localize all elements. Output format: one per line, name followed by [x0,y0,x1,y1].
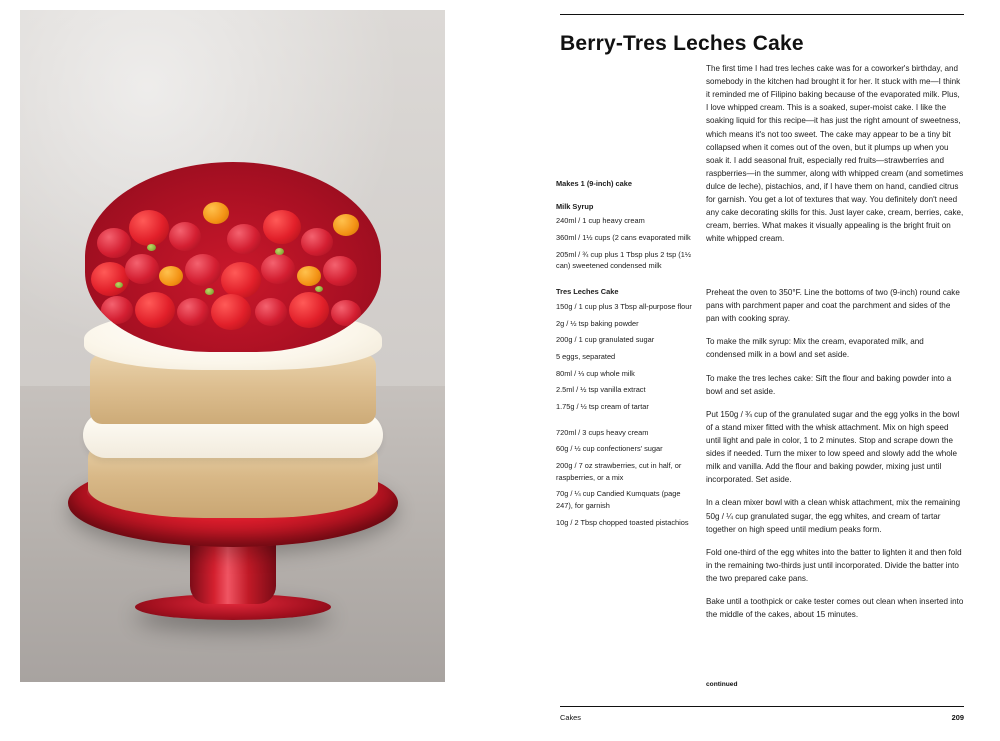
recipe-step: Bake until a toothpick or cake tester comes out clean when inserted into the middle of the cakes, about 15 minutes. [706,597,964,620]
ingredient-item: 2.5ml / ½ tsp vanilla extract [556,385,646,395]
recipe-step: To make the tres leches cake: Sift the flour and baking powder into a bowl and set aside. [706,373,952,396]
footer-section-label: Cakes [560,713,581,722]
recipe-yield: Makes 1 (9-inch) cake [556,179,632,188]
ingredient-item: 150g / 1 cup plus 3 Tbsp all-purpose flour [556,301,692,311]
ingredient-group-spacer [556,277,692,286]
ingredient-item: 200g / 1 cup granulated sugar [556,335,655,345]
ingredient-group-title: Milk Syrup [556,201,594,211]
ingredient-item: 360ml / 1½ cups (2 cans evaporated milk [556,233,691,243]
recipe-step: In a clean mixer bowl with a clean whisk attachment, mix the remaining 50g / ¼ cup granulated sugar, the egg whites, and cream of tartar together on high speed until medium peaks form. [706,498,961,534]
recipe-page [520,0,1000,741]
recipe-step: To make the milk syrup: Mix the cream, evaporated milk, and condensed milk in a bowl and set aside. [706,337,924,360]
page-title: Berry-Tres Leches Cake [560,32,804,56]
ingredient-group-title: Tres Leches Cake [556,287,619,297]
ingredient-group [556,286,692,413]
recipe-steps [706,286,964,631]
ingredient-item: 70g / ¼ cup Candied Kumquats (page 247), for garnish [556,489,681,511]
ingredient-item: 5 eggs, separated [556,351,616,361]
page-number: 209 [951,713,964,722]
ingredient-item: 720ml / 3 cups heavy cream [556,427,649,437]
recipe-headnote: The first time I had tres leches cake was for a coworker's birthday, and somebody in the kitchen had brought it for her. It stuck with me—I think it reminded me of Filipino baking because of the evaporated milk. Plus, I love whipped cream. This is a soaked, super-moist cake. I like the soaking liquid for this recipe—it has just the right amount of sweetness, which means it's not too sweet. The cake may appear to be a tiny bit collapsed when it comes out of the oven, but it plumps up when you soak it. I add seasonal fruit, especially red fruits—strawberries and raspberries—in the summer, along with whipped cream (and sometimes dulce de leche), pistachios, and, if I have them on hand, candied citrus for garnish. You get a lot of textures that way. You definitely don't need any cake decorating skills for this. Just layer cake, cream, berries, cake, cream, berries. What makes it visually appealing is the bright fruit on white whipped cream. [706,64,964,244]
ingredient-item: 80ml / ⅓ cup whole milk [556,368,635,378]
ingredient-item: 10g / 2 Tbsp chopped toasted pistachios [556,517,689,527]
ingredient-group [556,427,692,529]
ingredient-item: 205ml / ¾ cup plus 1 Tbsp plus 2 tsp (1½ can) sweetened condensed milk [556,249,692,271]
cake-photograph [20,10,445,682]
recipe-step: Fold one-third of the egg whites into the batter to lighten it and then fold in the remaining two-thirds just until incorporated. Divide the batter into the two prepared cake pans. [706,547,962,583]
ingredient-item: 2g / ½ tsp baking powder [556,318,639,328]
ingredient-item: 240ml / 1 cup heavy cream [556,216,645,226]
recipe-step: Preheat the oven to 350°F. Line the bottoms of two (9-inch) round cake pans with parchment paper and coat the parchment and sides of the pan with cooking spray. [706,288,960,324]
berry-topping [85,162,381,352]
ingredient-group-spacer [556,418,692,427]
recipe-step: Put 150g / ¾ cup of the granulated sugar and the egg yolks in the bowl of a stand mixer fitted with the whisk attachment. Mix on high speed until light and pale in color, 1 to 2 minutes. Stop and scrape down the sides if needed. Turn the mixer to low speed and slowly add the whole milk and vanilla. Add the flour and baking powder, mixing just until incorporated. Set aside. [706,409,960,485]
ingredient-item: 200g / 7 oz strawberries, cut in half, or raspberries, or a mix [556,461,682,482]
header-rule [560,14,964,15]
continued-label: continued [706,681,738,688]
ingredient-group [556,201,692,272]
ingredient-item: 1.75g / ½ tsp cream of tartar [556,401,649,411]
ingredients-column [556,178,692,533]
footer-rule [560,706,964,707]
ingredient-item: 60g / ½ cup confectioners' sugar [556,444,663,454]
